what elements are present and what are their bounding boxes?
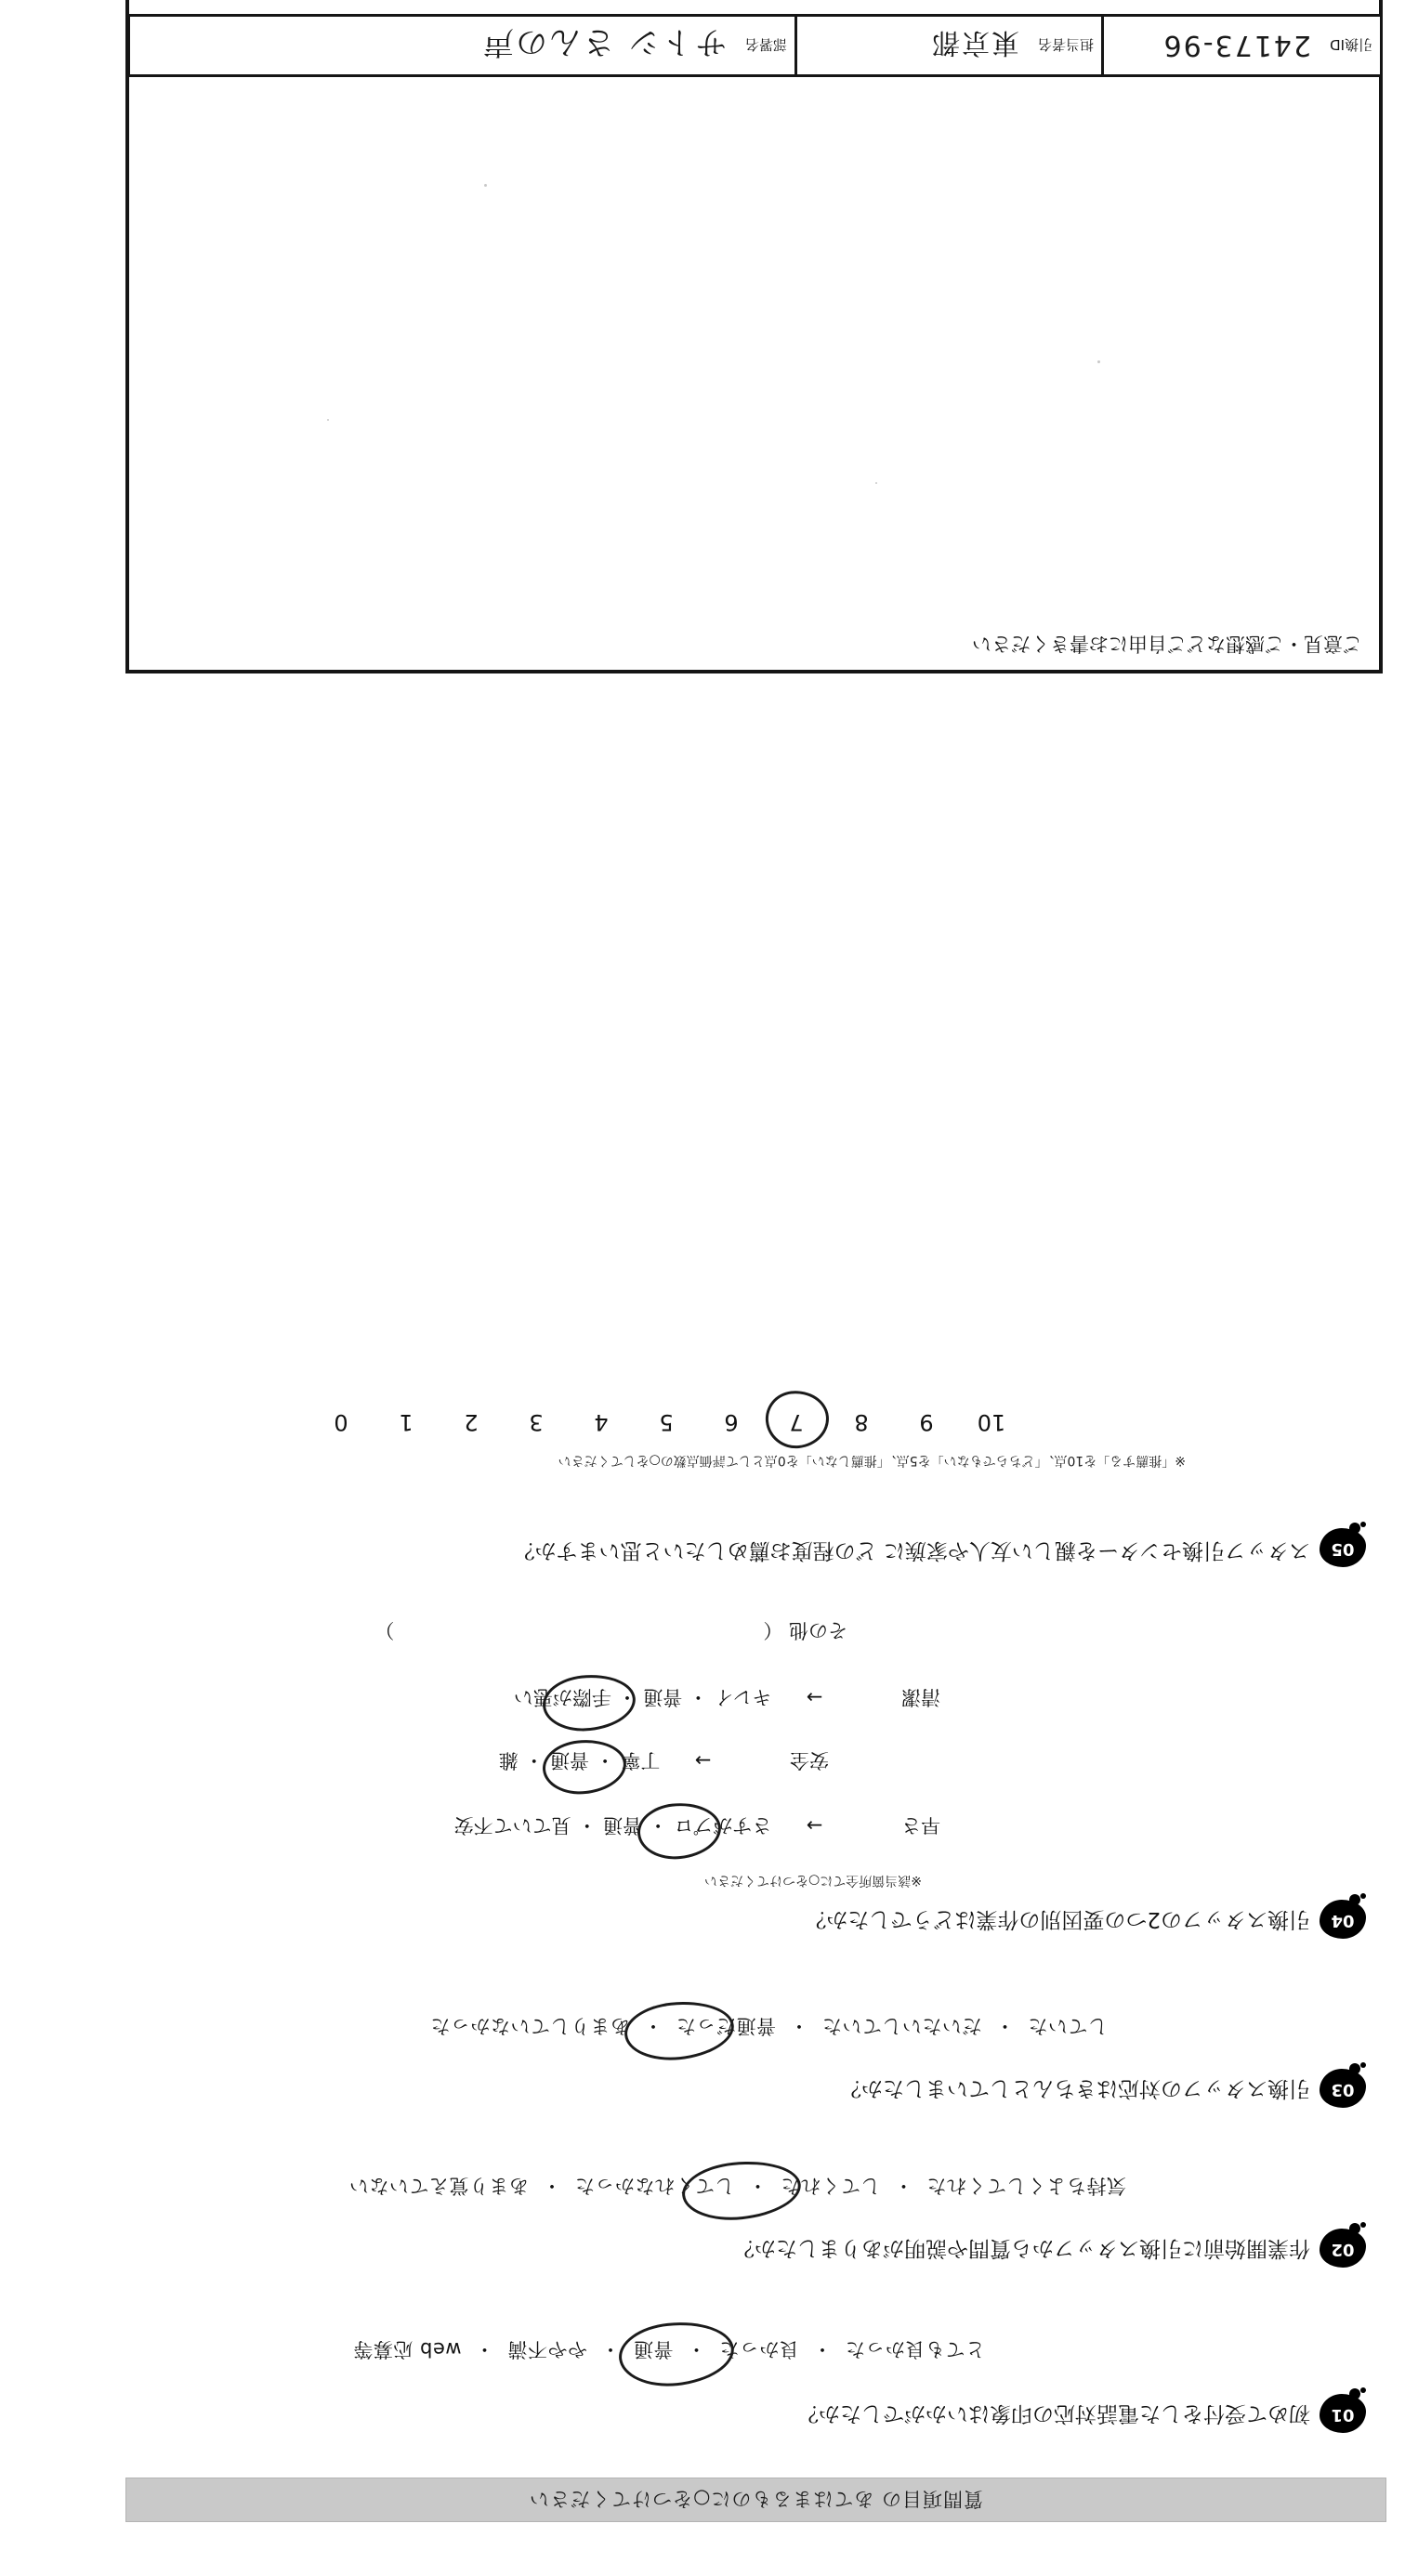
q03-option-0[interactable]: していた: [1028, 2015, 1108, 2037]
q03-options: していた・だいたいしていた・普通だった・あまりしていなかった: [430, 2013, 1108, 2041]
comment-box[interactable]: [125, 0, 1383, 673]
question-number: 05: [1331, 1539, 1355, 1560]
q02-option-3[interactable]: あまり覚えていない: [348, 2175, 529, 2197]
q04-other-field[interactable]: （ ）: [376, 1619, 783, 1641]
q05-scale: [309, 1409, 1024, 1435]
q04-row-2-middle[interactable]: 普通: [643, 1686, 683, 1708]
q04-row-2-right[interactable]: 手際が悪い: [513, 1686, 611, 1708]
comment-box-value[interactable]: [154, 0, 1362, 614]
q01-option-2[interactable]: 普通: [633, 2338, 674, 2360]
q04-row-0-right[interactable]: 見ていて不安: [453, 1814, 571, 1837]
q05-scale-8[interactable]: 2: [464, 1409, 479, 1435]
q01-option-1[interactable]: 良かった: [719, 2338, 799, 2360]
q04-note: ※該当箇所全てに○をつけてください: [704, 1873, 922, 1888]
question-text: スタッフ引換センターを親しい友人や家族に どの程度お薦めしたいと思いますか？: [513, 1538, 1310, 1563]
info-cell-name: [794, 17, 1101, 74]
q02-options: 気持ちよくしてくれた・してくれた・してくれなかった・あまり覚えていない: [349, 2173, 1127, 2201]
q03-option-1[interactable]: だいたいしていた: [821, 2015, 982, 2037]
q01-option-4[interactable]: web 応募等: [352, 2338, 462, 2360]
q03-option-2[interactable]: 普通だった: [676, 2015, 776, 2037]
q04-row-1-arrow: →: [694, 1749, 712, 1772]
question-text: 初めて受付をした電話対応の印象はいかがでしたか？: [797, 2401, 1310, 2426]
q05-scale-9[interactable]: 1: [399, 1409, 414, 1435]
info-name-value[interactable]: 東京都: [929, 26, 1019, 59]
q04-other-row: [376, 1617, 847, 1645]
q04-row-0-head: 早さ: [901, 1814, 940, 1837]
q04-row-2-left[interactable]: キレイ: [714, 1686, 772, 1708]
question-number: 03: [1331, 2080, 1355, 2100]
q01-option-3[interactable]: やや不満: [507, 2338, 587, 2360]
comment-box-label: ご意見・ご感想などご自由にお書きください: [972, 633, 1362, 655]
info-dept-label: 部署名: [744, 36, 787, 54]
q05-scale-7[interactable]: 3: [529, 1409, 544, 1435]
q02-option-0[interactable]: 気持ちよくしてくれた: [926, 2175, 1126, 2197]
question-badge-icon: [1318, 1896, 1368, 1942]
respondent-info-table: [127, 14, 1383, 77]
q02-option-1[interactable]: してくれた: [781, 2175, 881, 2197]
question-text: 作業開始前に引換スタッフから質問や説明がありましたか？: [733, 2236, 1310, 2260]
q05-note: ※「推薦する」を10点、「どちらでもない」を5点、「推薦しない」を0点として評価点数の○をしてください: [558, 1453, 1186, 1468]
q02-option-2[interactable]: してくれなかった: [574, 2175, 735, 2197]
q04-axis-row-2: 清潔 → キレイ ・ 普通 ・ 手際が悪い: [514, 1684, 940, 1712]
q04-axis-row-1: 安全 → 丁寧 ・ 普通 ・ 雑: [499, 1747, 829, 1775]
q04-row-0-left[interactable]: さすがプロ: [674, 1814, 772, 1837]
q04-row-1-right[interactable]: 雑: [498, 1749, 519, 1772]
instruction-band: [125, 2478, 1386, 2522]
info-id-value[interactable]: 24173-96: [1162, 29, 1312, 62]
q04-axis-row-0: 早さ → さすがプロ ・ 普通 ・ 見ていて不安: [454, 1812, 940, 1840]
q01-options: とても良かった・良かった・普通・やや不満・web 応募等: [353, 2336, 985, 2364]
info-name-label: 担当者名: [1037, 36, 1094, 54]
q04-row-0-middle[interactable]: 普通: [602, 1814, 642, 1837]
question-number: 04: [1331, 1911, 1355, 1931]
q05-scale-3[interactable]: 7: [789, 1409, 804, 1435]
q04-row-1-middle[interactable]: 普通: [549, 1749, 589, 1772]
q05-scale-0[interactable]: 10: [977, 1409, 1006, 1435]
info-dept-value[interactable]: サトシ さんの声: [480, 23, 727, 61]
q05-scale-10[interactable]: 0: [334, 1409, 348, 1435]
question-badge-icon: [1318, 2225, 1368, 2271]
q03-option-3[interactable]: あまりしていなかった: [430, 2015, 630, 2037]
instruction-text: 質問項目の あてはまるものに○をつけてください: [529, 2488, 983, 2510]
q01-option-0[interactable]: とても良かった: [845, 2338, 985, 2360]
q05-scale-6[interactable]: 4: [594, 1409, 609, 1435]
info-cell-id: [1101, 17, 1380, 74]
question-badge-icon: [1318, 1524, 1368, 1571]
question-text: 引換スタッフの対応はきちんとしていましたか？: [840, 2076, 1310, 2100]
q04-other-label: その他: [789, 1619, 847, 1641]
question-number: 02: [1331, 2240, 1355, 2260]
q04-row-2-arrow: →: [806, 1686, 823, 1708]
question-number: 01: [1331, 2405, 1355, 2426]
info-id-label: 引換ID: [1330, 36, 1372, 54]
q04-row-1-head: 安全: [790, 1749, 829, 1772]
question-badge-icon: [1318, 2390, 1368, 2437]
q04-row-0-arrow: →: [806, 1814, 823, 1837]
info-cell-dept: [130, 17, 794, 74]
question-badge-icon: [1318, 2065, 1368, 2112]
q05-scale-1[interactable]: 9: [919, 1409, 934, 1435]
q04-row-1-left[interactable]: 丁寧: [621, 1749, 661, 1772]
q05-scale-5[interactable]: 5: [659, 1409, 674, 1435]
q04-row-2-head: 清潔: [901, 1686, 940, 1708]
question-text: 引換スタッフの2つの要因別の作業はどうでしたか？: [805, 1907, 1310, 1931]
q05-scale-4[interactable]: 6: [724, 1409, 739, 1435]
q05-scale-2[interactable]: 8: [854, 1409, 869, 1435]
